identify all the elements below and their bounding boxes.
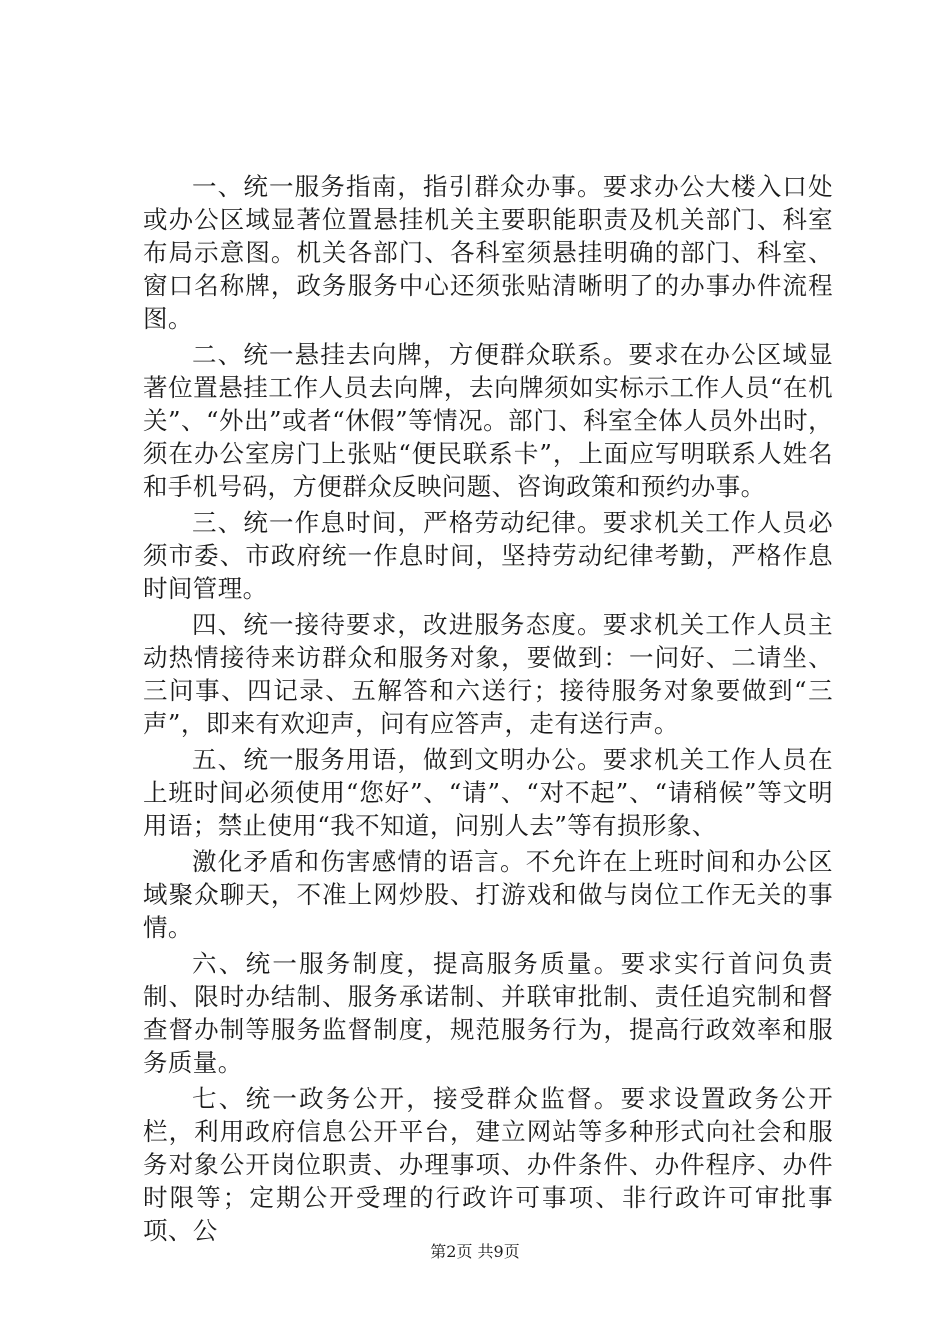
paragraph-3: 三、统一作息时间，严格劳动纪律。要求机关工作人员必须市委、市政府统一作息时间，坚持劳动纪律考勤，严格作息时间管理。 <box>143 508 833 603</box>
paragraph-5: 五、统一服务用语，做到文明办公。要求机关工作人员在上班时间必须使用“您好”、“请”、“对不起”、“请稍候”等文明用语；禁止使用“我不知道，问别人去”等有损形象、 <box>143 745 833 840</box>
page-footer: 第2页 共9页 <box>430 1242 520 1261</box>
paragraph-2: 二、统一悬挂去向牌，方便群众联系。要求在办公区域显著位置悬挂工作人员去向牌，去向牌须如实标示工作人员“在机关”、“外出”或者“休假”等情况。部门、科室全体人员外出时，须在办公室房门上张贴“便民联系卡”，上面应写明联系人姓名和手机号码，方便群众反映问题、咨询政策和预约办事。 <box>143 340 833 501</box>
paragraph-7: 六、统一服务制度，提高服务质量。要求实行首问负责制、限时办结制、服务承诺制、并联审批制、责任追究制和督查督办制等服务监督制度，规范服务行为，提高行政效率和服务质量。 <box>143 949 833 1077</box>
paragraph-4: 四、统一接待要求，改进服务态度。要求机关工作人员主动热情接待来访群众和服务对象，要做到：一问好、二请坐、三问事、四记录、五解答和六送行；接待服务对象要做到“三声”，即来有欢迎声，问有应答声，走有送行声。 <box>143 610 833 738</box>
document-body <box>143 170 833 1247</box>
paragraph-1: 一、统一服务指南，指引群众办事。要求办公大楼入口处或办公区域显著位置悬挂机关主要职能职责及机关部门、科室布局示意图。机关各部门、各科室须悬挂明确的部门、科室、窗口名称牌，政务服务中心还须张贴清晰明了的办事办件流程图。 <box>143 172 833 333</box>
paragraph-8: 七、统一政务公开，接受群众监督。要求设置政务公开栏，利用政府信息公开平台，建立网站等多种形式向社会和服务对象公开岗位职责、办理事项、办件条件、办件程序、办件时限等；定期公开受理的行政许可事项、非行政许可审批事项、公 <box>143 1084 833 1245</box>
paragraph-6: 激化矛盾和伤害感情的语言。不允许在上班时间和办公区域聚众聊天，不准上网炒股、打游戏和做与岗位工作无关的事情。 <box>143 847 833 942</box>
